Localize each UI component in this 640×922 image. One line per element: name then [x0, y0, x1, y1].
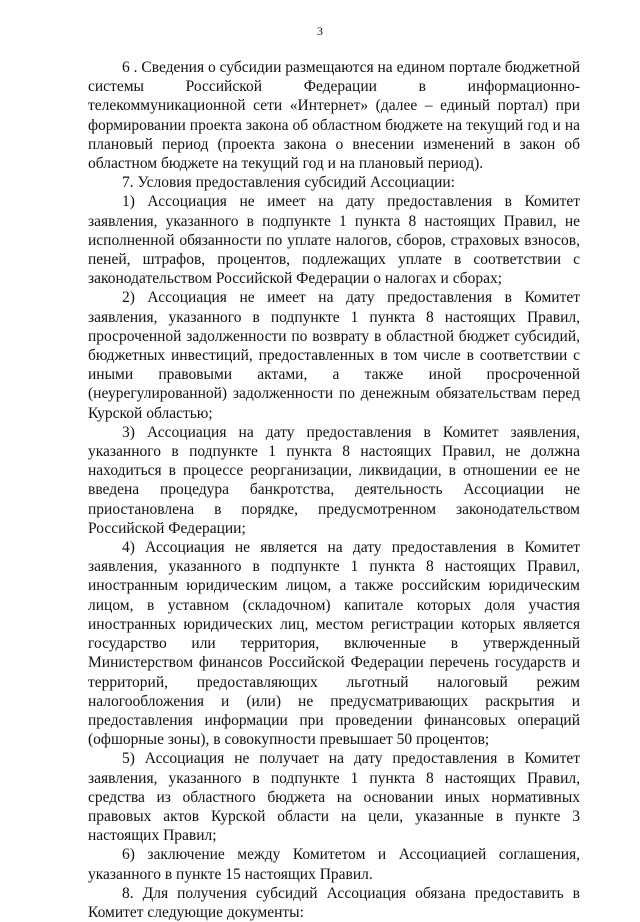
- paragraph-7-heading: 7. Условия предоставления субсидий Ассоциации:: [122, 174, 455, 192]
- condition-4: 4) Ассоциация не является на дату предоставления в Комитет заявления, указанного в подпункте 1 пункта 8 настоящих Правил, иностранным юридическим лицом, а также российским юридическим лицом, в уставном (складочном) капитале которых доля участия иностранных юридических лиц, местом регистрации которых является государство или территория, включенные в утвержденный Министерством финансов Российской Федерации перечень государств и территорий, предоставляющих льготный налоговый режим налогообложения и (или) не предусматривающих раскрытия и предоставления информации при проведении финансовых операций (офшорные зоны), в совокупности превышает 50 процентов;: [88, 539, 580, 749]
- page-number: 3: [317, 24, 323, 38]
- condition-2: 2) Ассоциация не имеет на дату предоставления в Комитет заявления, указанного в подпункте 1 пункта 8 настоящих Правил, просроченной задолженности по возврату в областной бюджет субсидий, бюджетных инвестиций, предоставленных в том числе в соответствии с иными правовыми актами, а также иной просроченной (неурегулированной) задолженности по денежным обязательствам перед Курской областью;: [88, 289, 580, 422]
- condition-1: 1) Ассоциация не имеет на дату предоставления в Комитет заявления, указанного в подпункте 1 пункта 8 настоящих Правил, не исполненной обязанности по уплате налогов, сборов, страховых взносов, пеней, штрафов, процентов, подлежащих уплате в соответствии с законодательством Российской Федерации о налогах и сборах;: [88, 193, 580, 288]
- document-body: [88, 58, 580, 922]
- condition-5: 5) Ассоциация не получает на дату предоставления в Комитет заявления, указанного в подпункте 1 пункта 8 настоящих Правил, средства из областного бюджета на основании иных нормативных правовых актов Курской области на цели, указанные в пункте 3 настоящих Правил;: [88, 750, 580, 845]
- condition-3: 3) Ассоциация на дату предоставления в Комитет заявления, указанного в подпункте 1 пункта 8 настоящих Правил, не должна находиться в процессе реорганизации, ликвидации, в отношении ее не введена процедура банкротства, деятельность Ассоциации не приостановлена в порядке, предусмотренном законодательством Российской Федерации;: [88, 423, 580, 537]
- condition-6: 6) заключение между Комитетом и Ассоциацией соглашения, указанного в пункте 15 настоящих Правил.: [88, 846, 580, 883]
- paragraph-6: 6 . Сведения о субсидии размещаются на едином портале бюджетной системы Российской Федерации в информационно-телекоммуникационной сети «Интернет» (далее – единый портал) при формировании проекта закона об областном бюджете на текущий год и на плановый период (проекта закона о внесении изменений в закон об областном бюджете на текущий год и на плановый период).: [88, 59, 580, 173]
- paragraph-8: 8. Для получения субсидий Ассоциация обязана предоставить в Комитет следующие документы:: [88, 884, 580, 921]
